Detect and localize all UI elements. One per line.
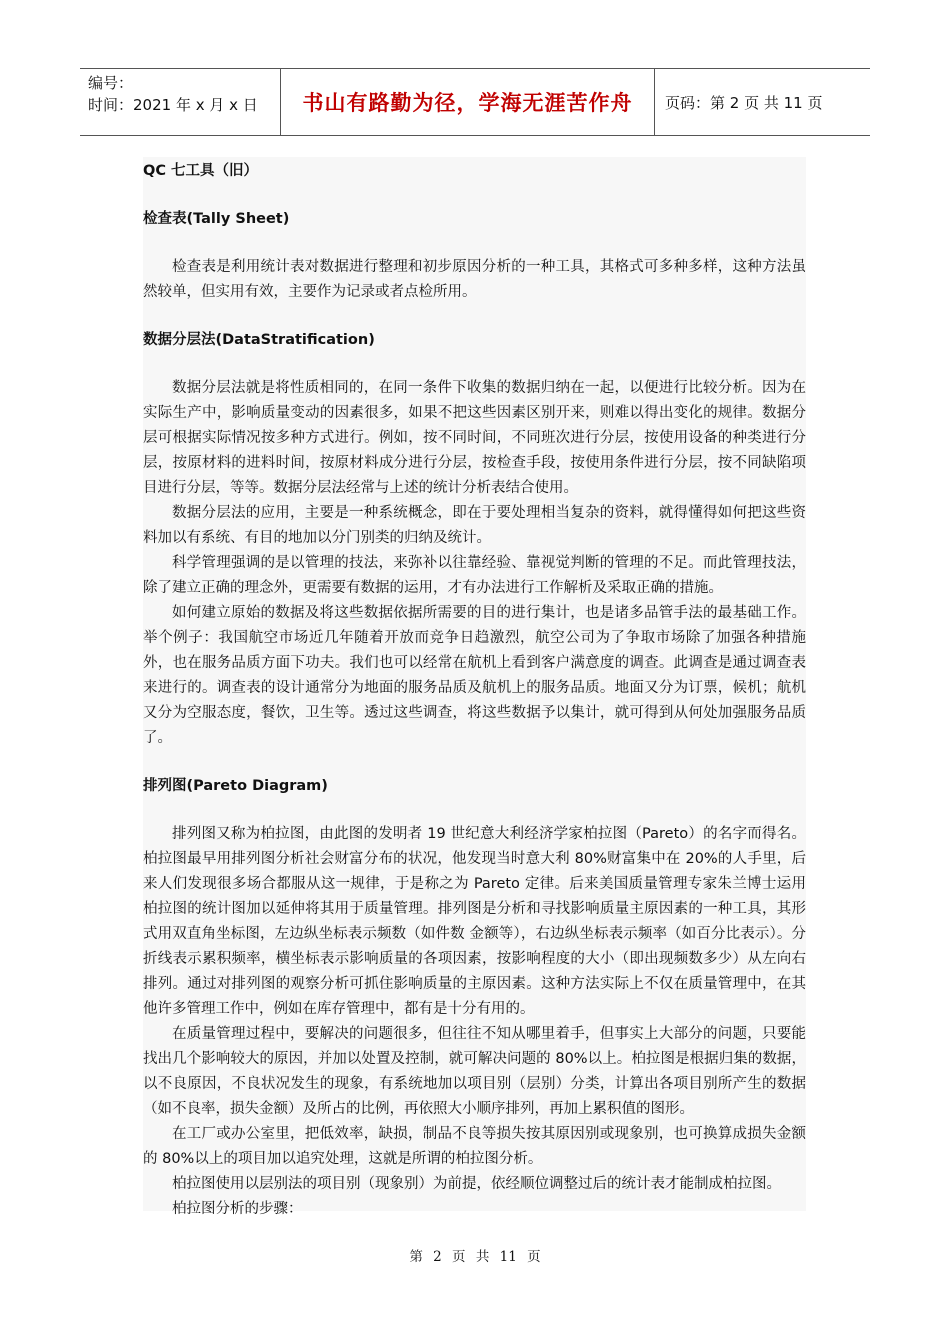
- section-heading-tally-sheet: 检查表(Tally Sheet): [143, 211, 290, 227]
- section-heading-stratification: 数据分层法(DataStratification): [143, 332, 375, 348]
- document-time-label: 时间：2021 年 x 月 x 日: [88, 96, 258, 114]
- paragraph: 排列图又称为柏拉图，由此图的发明者 19 世纪意大利经济学家柏拉图（Pareto）的名字而得名。柏拉图最早用排列图分析社会财富分布的状况，他发现当时意大利 80%财富集中在 20%的人手里，后来人们发现很多场合都服从这一规律，于是称之为 Pareto 定律。后来美国质量管理专家朱兰博士运用柏拉图的统计图加以延伸将其用于质量管理。排列图是分析和寻找影响质量主原因素的一种工具，其形式用双直角坐标图，左边纵坐标表示频数（如件数 金额等），右边纵坐标表示频率（如百分比表示）。分折线表示累积频率，横坐标表示影响质量的各项因素，按影响程度的大小（即出现频数多少）从左向右排列。通过对排列图的观察分析可抓住影响质量的主原因素。这种方法实际上不仅在质量管理中，在其他许多管理工作中，例如在库存管理中，都有是十分有用的。: [143, 826, 806, 1017]
- paragraph: 数据分层法的应用，主要是一种系统概念，即在于要处理相当复杂的资料，就得懂得如何把这些资料加以有系统、有目的地加以分门别类的归纳及统计。: [143, 505, 806, 546]
- page-footer: 第 2 页 共 11 页: [409, 1249, 541, 1265]
- paragraph: 在质量管理过程中，要解决的问题很多，但往往不知从哪里着手，但事实上大部分的问题，只要能找出几个影响较大的原因，并加以处置及控制，就可解决问题的 80%以上。柏拉图是根据归集的数据，以不良原因，不良状况发生的现象，有系统地加以项目别（层别）分类，计算出各项目别所产生的数据（如不良率，损失金额）及所占的比例，再依照大小顺序排列，再加上累积值的图形。: [143, 1026, 806, 1117]
- header-meta: [80, 69, 280, 135]
- paragraph: 柏拉图使用以层别法的项目别（现象别）为前提，依经顺位调整过后的统计表才能制成柏拉图。: [172, 1176, 781, 1192]
- document-code-label: 编号：: [88, 74, 134, 92]
- paragraph: 如何建立原始的数据及将这些数据依据所需要的目的进行集计，也是诸多品管手法的最基础工作。举个例子：我国航空市场近几年随着开放而竞争日趋激烈，航空公司为了争取市场除了加强各种措施外，也在服务品质方面下功夫。我们也可以经常在航机上看到客户满意度的调查。此调查是通过调查表来进行的。调查表的设计通常分为地面的服务品质及航机上的服务品质。地面又分为订票，候机；航机又分为空服态度，餐饮，卫生等。透过这些调查，将这些数据予以集计，就可得到从何处加强服务品质了。: [143, 605, 806, 746]
- paragraph: 检查表是利用统计表对数据进行整理和初步原因分析的一种工具，其格式可多种多样，这种方法虽然较单，但实用有效，主要作为记录或者点检所用。: [143, 259, 806, 300]
- document-title: QC 七工具（旧）: [143, 163, 259, 179]
- paragraph: 柏拉图分析的步骤：: [172, 1201, 303, 1217]
- header-motto: 书山有路勤为径，学海无涯苦作舟: [280, 69, 655, 135]
- paragraph: 在工厂或办公室里，把低效率，缺损，制品不良等损失按其原因别或现象别，也可换算成损失金额的 80%以上的项目加以追究处理，这就是所谓的柏拉图分析。: [143, 1126, 806, 1167]
- header-page-info: 页码：第 2 页 共 11 页: [665, 93, 823, 112]
- section-heading-pareto: 排列图(Pareto Diagram): [143, 778, 328, 794]
- page-header: [80, 68, 870, 136]
- paragraph: 数据分层法就是将性质相同的，在同一条件下收集的数据归纳在一起，以便进行比较分析。因为在实际生产中，影响质量变动的因素很多，如果不把这些因素区别开来，则难以得出变化的规律。数据分层可根据实际情况按多种方式进行。例如，按不同时间，不同班次进行分层，按使用设备的种类进行分层，按原材料的进料时间，按原材料成分进行分层，按检查手段，按使用条件进行分层，按不同缺陷项目进行分层，等等。数据分层法经常与上述的统计分析表结合使用。: [143, 380, 806, 496]
- document-body: [143, 157, 806, 1217]
- paragraph: 科学管理强调的是以管理的技法，来弥补以往靠经验、靠视觉判断的管理的不足。而此管理技法，除了建立正确的理念外，更需要有数据的运用，才有办法进行工作解析及采取正确的措施。: [143, 555, 806, 596]
